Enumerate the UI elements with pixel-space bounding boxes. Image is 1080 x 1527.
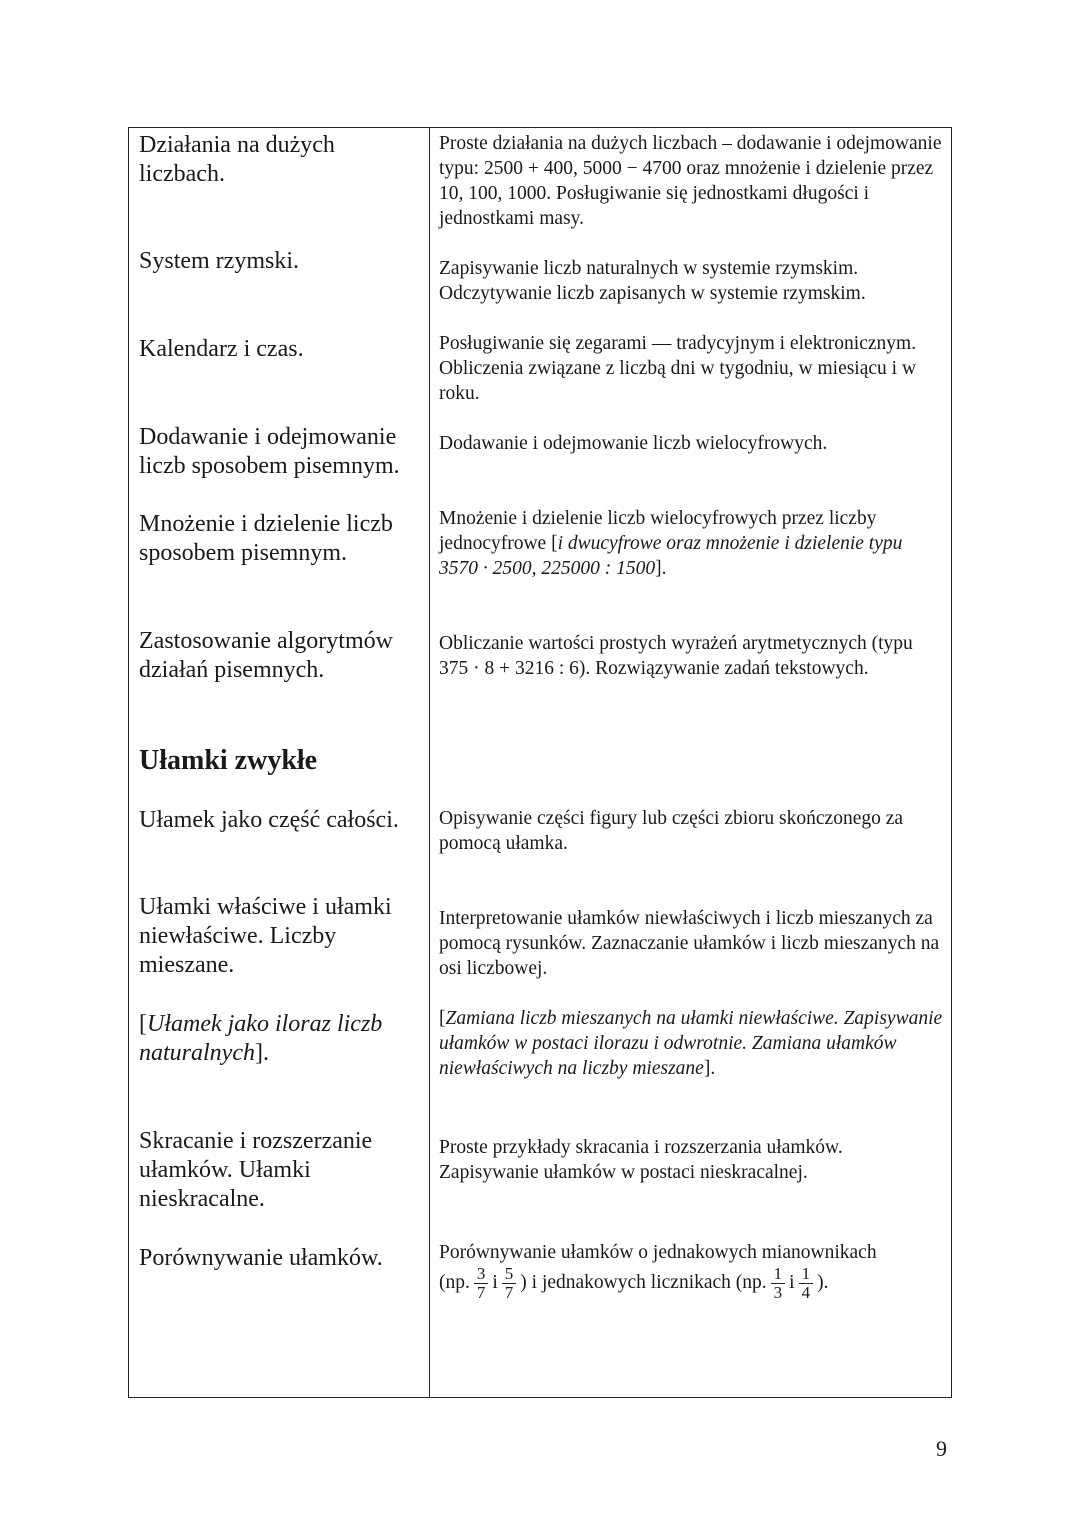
topic-fraction-quotient: [Ułamek jako iloraz liczb naturalnych].: [139, 1011, 383, 1066]
page-number: 9: [936, 1436, 947, 1461]
desc-fraction-quotient: [Zamiana liczb mieszanych na ułamki niewłaściwe. Zapisywanie ułamków w postaci ilorazu i odwrotnie. Zamiana ułamków niewłaściwych na liczby mieszane].: [439, 1008, 943, 1079]
section-heading: Ułamki zwykłe: [139, 745, 318, 776]
topic-calendar-time: Kalendarz i czas.: [139, 336, 304, 362]
topic-large-numbers: Działania na dużych liczbach.: [139, 132, 335, 187]
desc-simplifying: Proste przykłady skracania i rozszerzania ułamków. Zapisywanie ułamków w postaci nieskracalnej.: [439, 1137, 843, 1183]
desc-comparing: [439, 1240, 944, 1302]
topic-comparing: Porównywanie ułamków.: [139, 1245, 383, 1271]
fraction-3-7: $\frac{3}{7}$: [474, 1265, 489, 1302]
desc-roman-system: Zapisywanie liczb naturalnych w systemie rzymskim. Odczytywanie liczb zapisanych w systemie rzymskim.: [439, 258, 866, 304]
fraction-5-7: $\frac{5}{7}$: [502, 1265, 517, 1302]
desc-large-numbers: Proste działania na dużych liczbach – dodawanie i odejmowanie typu: 2500 + 400, 5000 − 4700 oraz mnożenie i dzielenie przez 10, 100, 1000. Posługiwanie się jednostkami długości i jednostkami masy.: [439, 133, 942, 229]
desc-comparing-line1: Porównywanie ułamków o jednakowych mianownikach: [439, 1242, 877, 1263]
column-divider: [429, 127, 430, 1398]
topic-algorithms: Zastosowanie algorytmów działań pisemnych.: [139, 628, 393, 683]
topic-fraction-part: Ułamek jako część całości.: [139, 807, 399, 833]
desc-written-multiplication: Mnożenie i dzielenie liczb wielocyfrowych przez liczby jednocyfrowe [i dwucyfrowe oraz mnożenie i dzielenie typu 3570 · 2500, 225000 : 1500].: [439, 508, 903, 579]
topic-written-multiplication: Mnożenie i dzielenie liczb sposobem pisemnym.: [139, 511, 393, 566]
desc-fraction-part: Opisywanie części figury lub części zbioru skończonego za pomocą ułamka.: [439, 808, 904, 854]
topic-written-addition: Dodawanie i odejmowanie liczb sposobem pisemnym.: [139, 424, 400, 479]
topic-simplifying: Skracanie i rozszerzanie ułamków. Ułamki nieskracalne.: [139, 1128, 373, 1212]
topic-roman-system: System rzymski.: [139, 248, 299, 274]
fraction-1-3: $\frac{1}{3}$: [771, 1265, 786, 1302]
topic-proper-improper: Ułamki właściwe i ułamki niewłaściwe. Liczby mieszane.: [139, 894, 392, 978]
desc-written-addition: Dodawanie i odejmowanie liczb wielocyfrowych.: [439, 433, 828, 454]
desc-algorithms: Obliczanie wartości prostych wyrażeń arytmetycznych (typu 375 · 8 + 3216 : 6). Rozwiązywanie zadań tekstowych.: [439, 633, 913, 679]
desc-proper-improper: Interpretowanie ułamków niewłaściwych i liczb mieszanych za pomocą rysunków. Zaznaczanie ułamków i liczb mieszanych na osi liczbowej.: [439, 908, 940, 979]
desc-calendar-time: Posługiwanie się zegarami — tradycyjnym i elektronicznym. Obliczenia związane z liczbą dni w tygodniu, w miesiącu i w roku.: [439, 333, 917, 404]
fraction-1-4: $\frac{1}{4}$: [799, 1265, 814, 1302]
desc-comparing-line2: (np. $\frac{3}{7}$ i $\frac{5}{7}$ ) i jednakowych licznikach (np. $\frac{1}{3}$ i $\frac{1}{4}$ ).: [439, 1264, 829, 1302]
